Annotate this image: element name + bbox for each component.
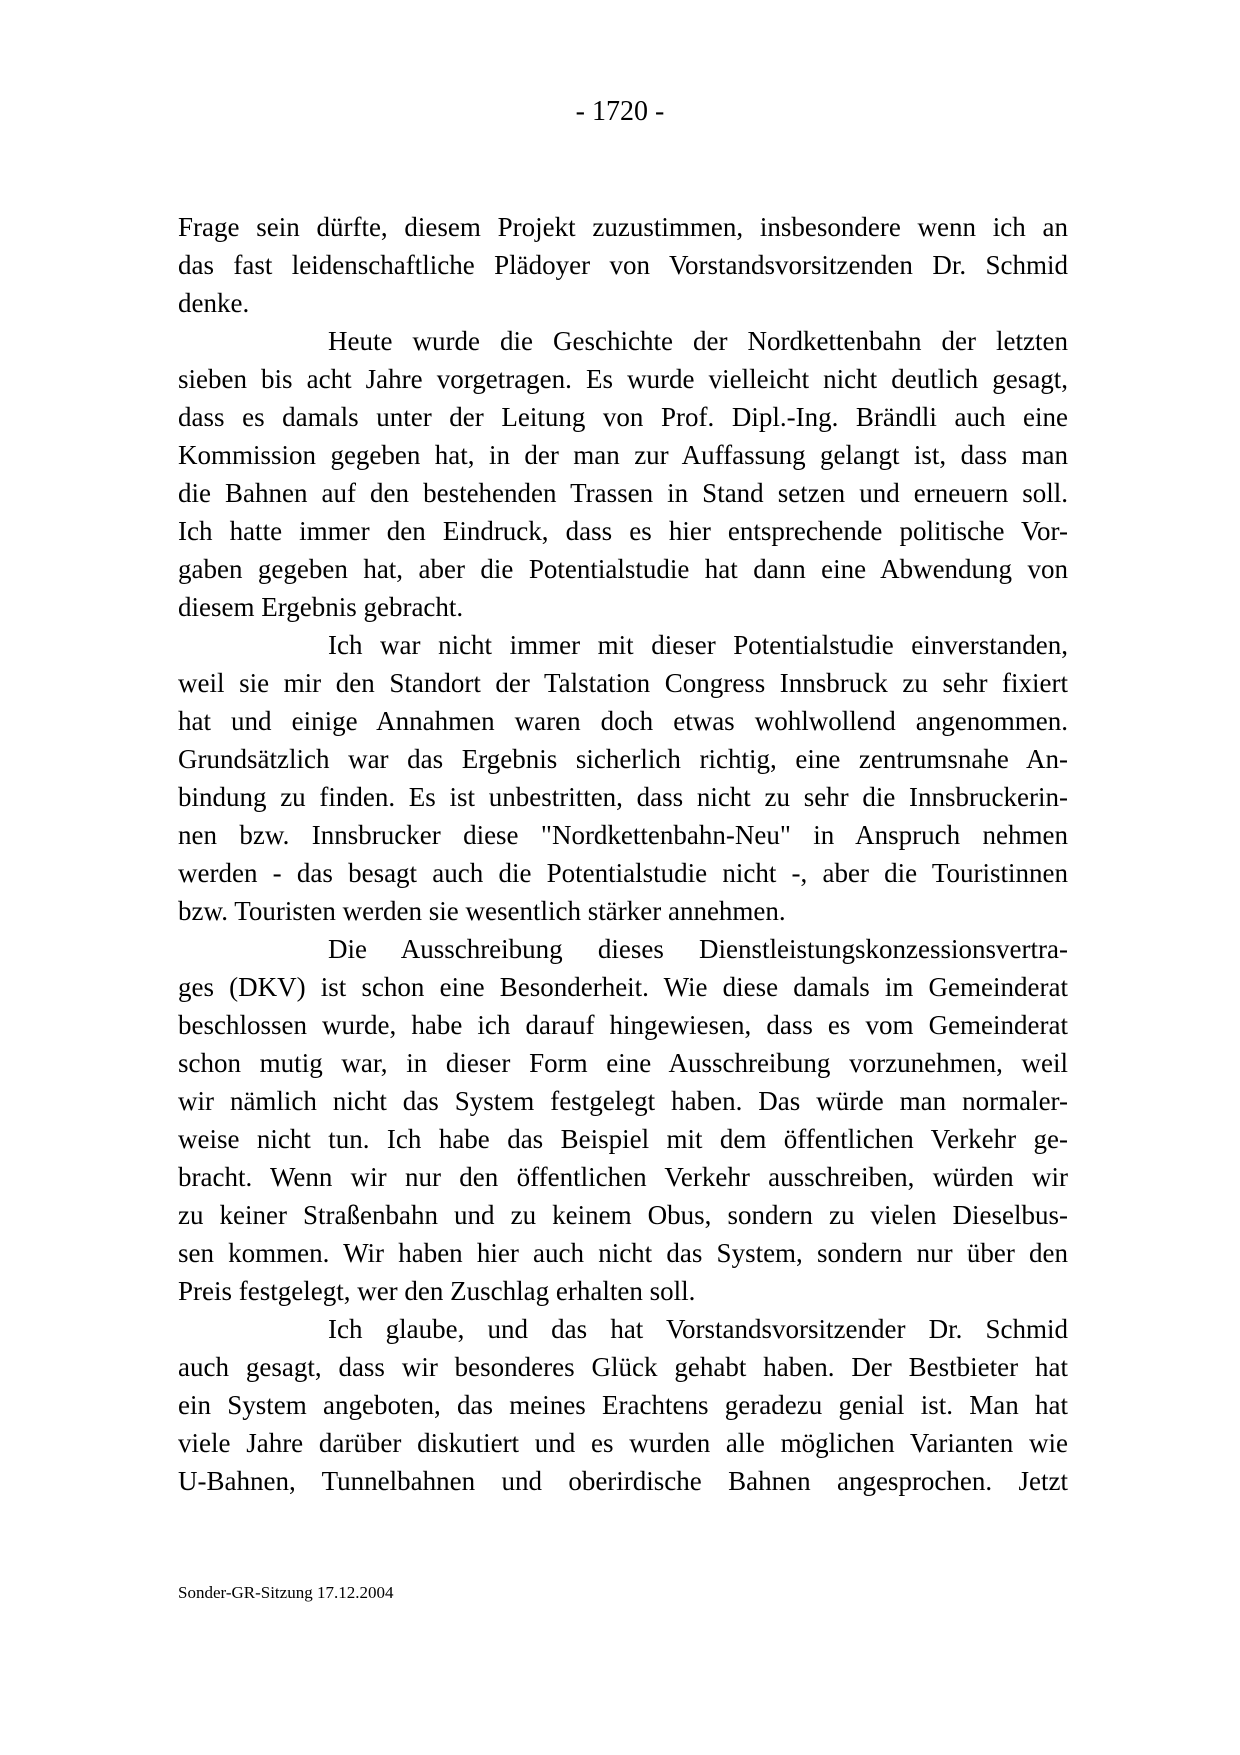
footer-session-label: Sonder-GR-Sitzung 17.12.2004 [178, 1583, 394, 1602]
text-line: sieben bis acht Jahre vorgetragen. Es wurde vielleicht nicht deutlich gesagt, [178, 364, 1068, 394]
text-line: hat und einige Annahmen waren doch etwas wohlwollend angenommen. [178, 706, 1068, 736]
paragraph-first-line: Ich glaube, und das hat Vorstandsvorsitzender Dr. Schmid [328, 1314, 1068, 1344]
text-line: schon mutig war, in dieser Form eine Ausschreibung vorzunehmen, weil [178, 1048, 1068, 1078]
text-line: auch gesagt, dass wir besonderes Glück gehabt haben. Der Bestbieter hat [178, 1352, 1068, 1382]
text-line: bracht. Wenn wir nur den öffentlichen Verkehr ausschreiben, würden wir [178, 1162, 1068, 1192]
text-line: wir nämlich nicht das System festgelegt haben. Das würde man normaler- [178, 1086, 1068, 1116]
paragraph-first-line: Die Ausschreibung dieses Dienstleistungskonzessionsvertra- [328, 934, 1068, 964]
text-line: dass es damals unter der Leitung von Prof. Dipl.-Ing. Brändli auch eine [178, 402, 1068, 432]
text-line: denke. [178, 288, 250, 318]
text-line: bzw. Touristen werden sie wesentlich stärker annehmen. [178, 896, 786, 926]
text-line: sen kommen. Wir haben hier auch nicht das System, sondern nur über den [178, 1238, 1068, 1268]
text-line: ein System angeboten, das meines Erachtens geradezu genial ist. Man hat [178, 1390, 1068, 1420]
text-line: das fast leidenschaftliche Plädoyer von Vorstandsvorsitzenden Dr. Schmid [178, 250, 1068, 280]
text-line: diesem Ergebnis gebracht. [178, 592, 464, 622]
text-line: Preis festgelegt, wer den Zuschlag erhalten soll. [178, 1276, 696, 1306]
page-number: - 1720 - [575, 96, 665, 127]
text-line: beschlossen wurde, habe ich darauf hingewiesen, dass es vom Gemeinderat [178, 1010, 1068, 1040]
text-line: gaben gegeben hat, aber die Potentialstudie hat dann eine Abwendung von [178, 554, 1068, 584]
text-line: nen bzw. Innsbrucker diese "Nordkettenbahn-Neu" in Anspruch nehmen [178, 820, 1068, 850]
text-line: Ich hatte immer den Eindruck, dass es hier entsprechende politische Vor- [178, 516, 1068, 546]
text-line: viele Jahre darüber diskutiert und es wurden alle möglichen Varianten wie [178, 1428, 1068, 1458]
text-line: Kommission gegeben hat, in der man zur Auffassung gelangt ist, dass man [178, 440, 1068, 470]
text-line: zu keiner Straßenbahn und zu keinem Obus, sondern zu vielen Dieselbus- [178, 1200, 1068, 1230]
body-text [178, 208, 1068, 1500]
text-line: Frage sein dürfte, diesem Projekt zuzustimmen, insbesondere wenn ich an [178, 212, 1068, 242]
text-line: die Bahnen auf den bestehenden Trassen in Stand setzen und erneuern soll. [178, 478, 1068, 508]
text-line: werden - das besagt auch die Potentialstudie nicht -, aber die Touristinnen [178, 858, 1068, 888]
text-line: U-Bahnen, Tunnelbahnen und oberirdische Bahnen angesprochen. Jetzt [178, 1466, 1068, 1496]
text-line: weise nicht tun. Ich habe das Beispiel mit dem öffentlichen Verkehr ge- [178, 1124, 1068, 1154]
text-line: ges (DKV) ist schon eine Besonderheit. Wie diese damals im Gemeinderat [178, 972, 1068, 1002]
text-line: bindung zu finden. Es ist unbestritten, dass nicht zu sehr die Innsbruckerin- [178, 782, 1068, 812]
paragraph-first-line: Heute wurde die Geschichte der Nordkettenbahn der letzten [328, 326, 1068, 356]
text-line: weil sie mir den Standort der Talstation Congress Innsbruck zu sehr fixiert [178, 668, 1068, 698]
paragraph-first-line: Ich war nicht immer mit dieser Potentialstudie einverstanden, [328, 630, 1068, 660]
text-line: Grundsätzlich war das Ergebnis sicherlich richtig, eine zentrumsnahe An- [178, 744, 1068, 774]
